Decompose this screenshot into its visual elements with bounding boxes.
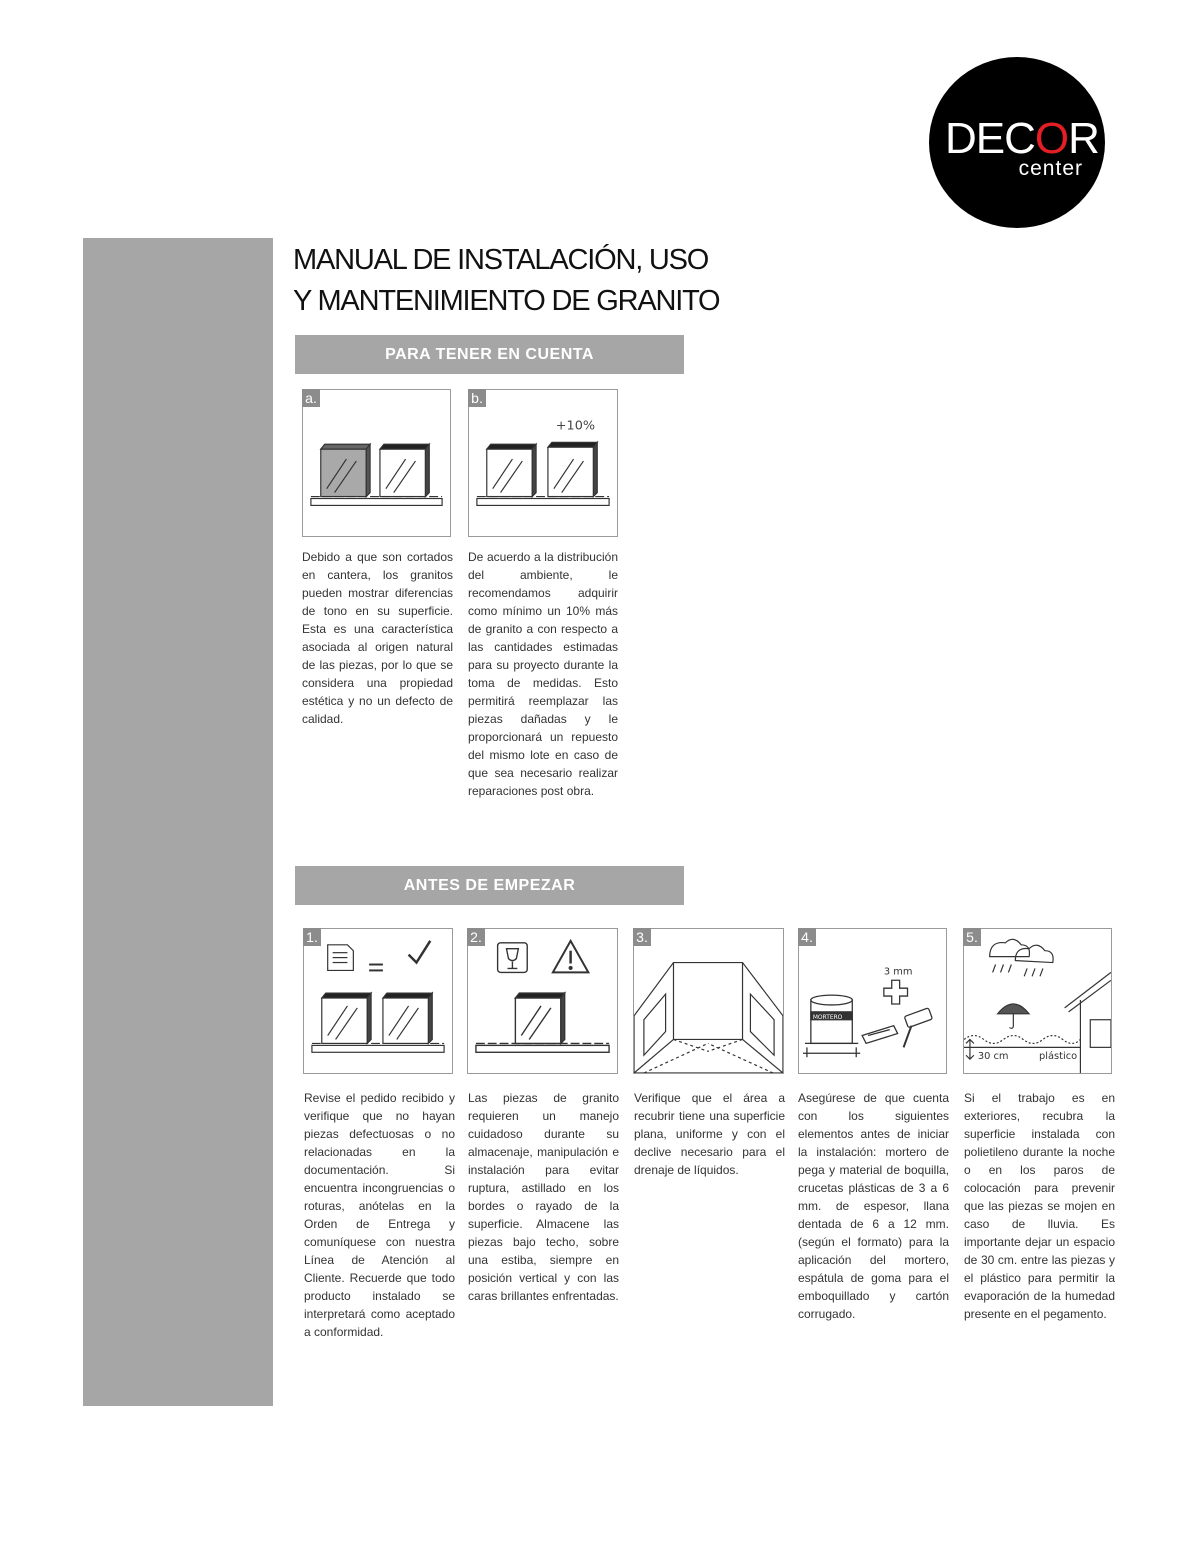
tiles-extra-ten-percent-illustration [469, 390, 617, 536]
illustration-panel-2 [467, 928, 618, 1074]
note-text-a: Debido a que son cortados en cantera, los granitos pueden mostrar diferencias de tono en su superficie. Esta es una característica asociada al origen natural de las piezas, por lo que se considera una propiedad estética y no un defecto de calidad. [302, 550, 453, 726]
illustration-panel-4 [798, 928, 947, 1074]
room-surface-illustration [634, 929, 783, 1073]
illustration-panel-1 [303, 928, 453, 1074]
illustration-panel-a [302, 389, 451, 537]
title-line-2: Y MANTENIMIENTO DE GRANITO [293, 285, 720, 317]
panel-tag-2: 2. [467, 928, 485, 946]
extra-percent-label: +10% [555, 418, 596, 434]
step-text-4: Asegúrese de que cuenta con los siguientes elementos antes de iniciar la instalación: mortero de pega y material de boquilla, crucetas plásticas de 3 a 6 mm. de espesor, llana dentada de 6 a 12 mm. (según el formato) para la aplicación del mortero, espátula de goma para el emboquillado y cartón corrugado. [798, 1091, 949, 1321]
panel-tag-4: 4. [798, 928, 816, 946]
panel-tag-3: 3. [633, 928, 651, 946]
rain-protection-illustration [964, 929, 1111, 1073]
note-text-b: De acuerdo a la distribución del ambiente, le recomendamos adquirir como mínimo un 10% más de granito a con respecto a las cantidades estimadas para su proyecto durante la toma de medidas. Esto permitirá reemplazar las piezas dañadas y le proporcionará un repuesto del mismo lote en caso de que sea necesario realizar reparaciones post obra. [468, 550, 618, 798]
panel-tag-a: a. [302, 389, 320, 407]
page-title [293, 240, 719, 322]
mortar-bucket-icon [811, 1000, 852, 1043]
step-text-2: Las piezas de granito requieren un manejo cuidadoso durante su almacenaje, manipulación e instalación para evitar ruptura, astillado en los bordes o rayado de la superficie. Almacene las piezas bajo techo, sobre una estiba, siempre en posición vertical y con las caras brillantes enfrentadas. [468, 1091, 619, 1303]
cross-spacer-icon [884, 980, 908, 1004]
rain-cloud-icon [990, 939, 1030, 956]
step-text-3: Verifique que el área a recubrir tiene una superficie plana, uniforme y con el declive necesario para el drenaje de líquidos. [634, 1091, 785, 1177]
fragile-handling-illustration [468, 929, 617, 1073]
title-line-1: MANUAL DE INSTALACIÓN, USO [293, 244, 709, 276]
section-header-para-tener-en-cuenta: PARA TENER EN CUENTA [295, 335, 684, 374]
rubber-float-icon [904, 1008, 932, 1028]
logo-brand: DECOR [945, 114, 1099, 163]
order-check-illustration [304, 929, 452, 1073]
decor-center-logo [929, 57, 1105, 228]
gap-30cm-label: 30 cm [977, 1051, 1009, 1063]
section-header-antes-de-empezar: ANTES DE EMPEZAR [295, 866, 684, 905]
panel-tag-1: 1. [303, 928, 321, 946]
checkmark-icon [409, 941, 431, 963]
mortar-bucket-label: MORTERO [812, 1014, 843, 1021]
tiles-tone-variation-illustration [303, 390, 450, 536]
panel-tag-b: b. [468, 389, 486, 407]
step-text-5: Si el trabajo es en exteriores, recubra la superficie instalada con polietileno durante la noche o en los paros de colocación para prevenir que las piezas se mojen en caso de lluvia. Es importante dejar un espacio de 30 cm. entre las piezas y el plástico para permitir la evaporación de la humedad presente en el pegamento. [964, 1091, 1115, 1321]
spacer-size-label: 3 mm [883, 966, 913, 978]
illustration-panel-b [468, 389, 618, 537]
sidebar-band [83, 238, 273, 1406]
notched-trowel-icon [862, 1026, 898, 1044]
tools-materials-illustration [799, 929, 946, 1073]
logo-sub: center [1018, 157, 1083, 180]
panel-tag-5: 5. [963, 928, 981, 946]
illustration-panel-3 [633, 928, 784, 1074]
illustration-panel-5 [963, 928, 1112, 1074]
step-text-1: Revise el pedido recibido y verifique que no hayan piezas defectuosas o no relacionadas en la documentación. Si encuentra incongruencias o roturas, anótelas en la Orden de Entrega y comuníquese con nuestra Línea de Atención al Cliente. Recuerde que todo producto instalado se interpretará como aceptado a conformidad. [304, 1091, 455, 1339]
umbrella-icon [998, 1004, 1030, 1014]
plastic-label: plástico [1038, 1051, 1078, 1063]
